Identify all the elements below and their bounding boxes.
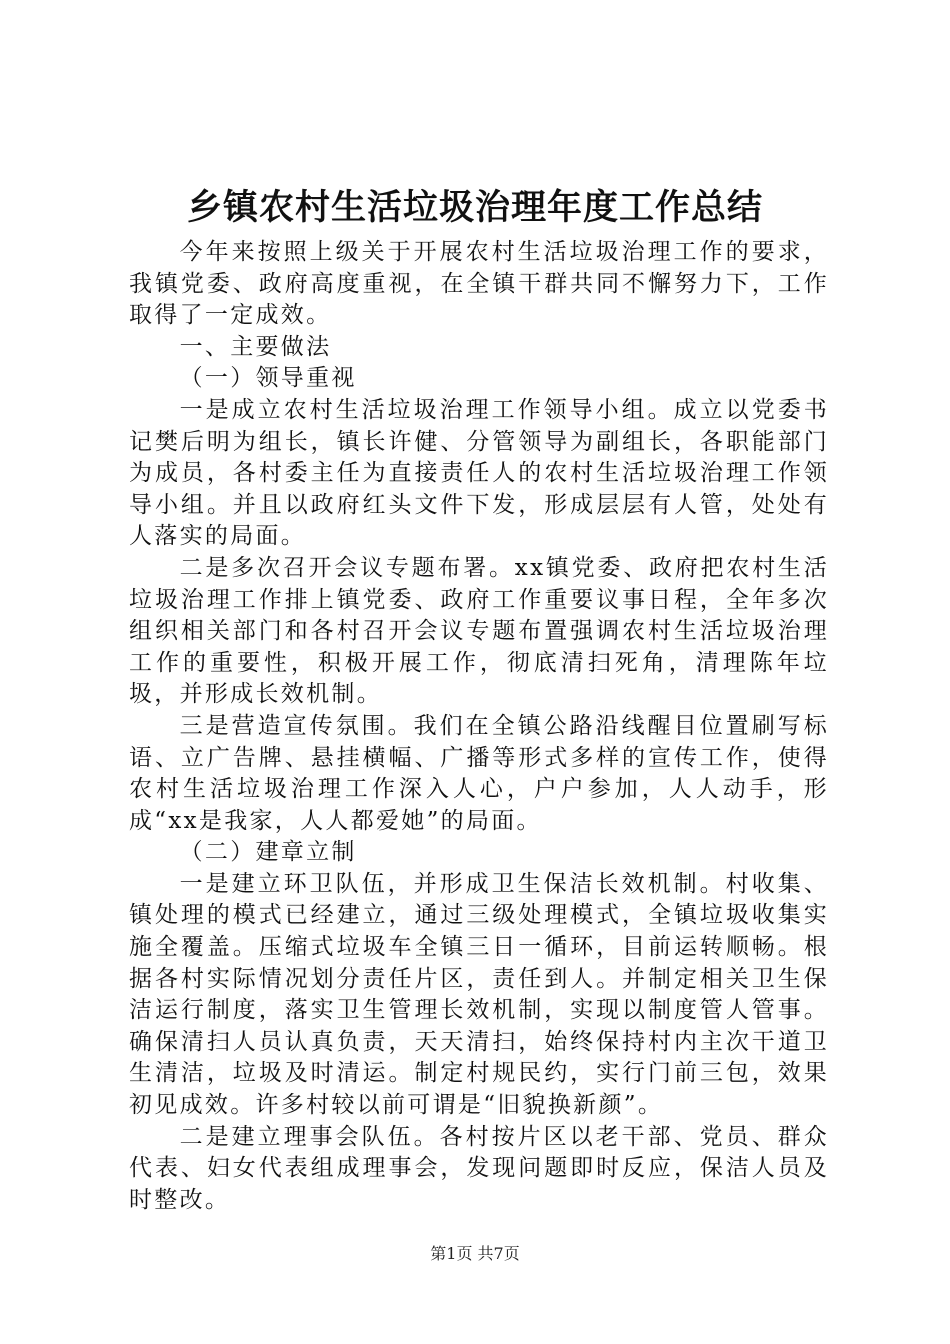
subheading-regulations: （二）建章立制 xyxy=(179,839,357,866)
document-body xyxy=(129,237,829,1216)
paragraph-publicity: 三是营造宣传氛围。我们在全镇公路沿线醒目位置刷写标语、立广告牌、悬挂横幅、广播等形式多样的宣传工作，使得农村生活垃圾治理工作深入人心，户户参加，人人动手，形成“xx是我家，人人都爱她”的局面。 xyxy=(129,712,829,834)
paragraph-sanitation-team: 一是建立环卫队伍，并形成卫生保洁长效机制。村收集、镇处理的模式已经建立，通过三级处理模式，全镇垃圾收集实施全覆盖。压缩式垃圾车全镇三日一循环，目前运转顺畅。根据各村实际情况划分责任片区，责任到人。并制定相关卫生保洁运行制度，落实卫生管理长效机制，实现以制度管人管事。确保清扫人员认真负责，天天清扫，始终保持村内主次干道卫生清洁，垃圾及时清运。制定村规民约，实行门前三包，效果初见成效。许多村较以前可谓是“旧貌换新颜”。 xyxy=(129,870,829,1119)
page-footer: 第1页 共7页 xyxy=(430,1244,520,1263)
paragraph-meetings: 二是多次召开会议专题布署。xx镇党委、政府把农村生活垃圾治理工作排上镇党委、政府工作重要议事日程，全年多次组织相关部门和各村召开会议专题布置强调农村生活垃圾治理工作的重要性，积极开展工作，彻底清扫死角，清理陈年垃圾，并形成长效机制。 xyxy=(129,554,829,708)
paragraph-council-team: 二是建立理事会队伍。各村按片区以老干部、党员、群众代表、妇女代表组成理事会，发现问题即时反应，保洁人员及时整改。 xyxy=(129,1123,829,1213)
heading-main-practices: 一、主要做法 xyxy=(179,333,332,360)
subheading-leadership: （一）领导重视 xyxy=(179,365,357,392)
paragraph-intro: 今年来按照上级关于开展农村生活垃圾治理工作的要求，我镇党委、政府高度重视，在全镇干群共同不懈努力下，工作取得了一定成效。 xyxy=(129,239,829,329)
paragraph-leadership-group: 一是成立农村生活垃圾治理工作领导小组。成立以党委书记樊后明为组长，镇长许健、分管领导为副组长，各职能部门为成员，各村委主任为直接责任人的农村生活垃圾治理工作领导小组。并且以政府红头文件下发，形成层层有人管，处处有人落实的局面。 xyxy=(129,396,829,550)
document-title: 乡镇农村生活垃圾治理年度工作总结 xyxy=(186,187,763,228)
